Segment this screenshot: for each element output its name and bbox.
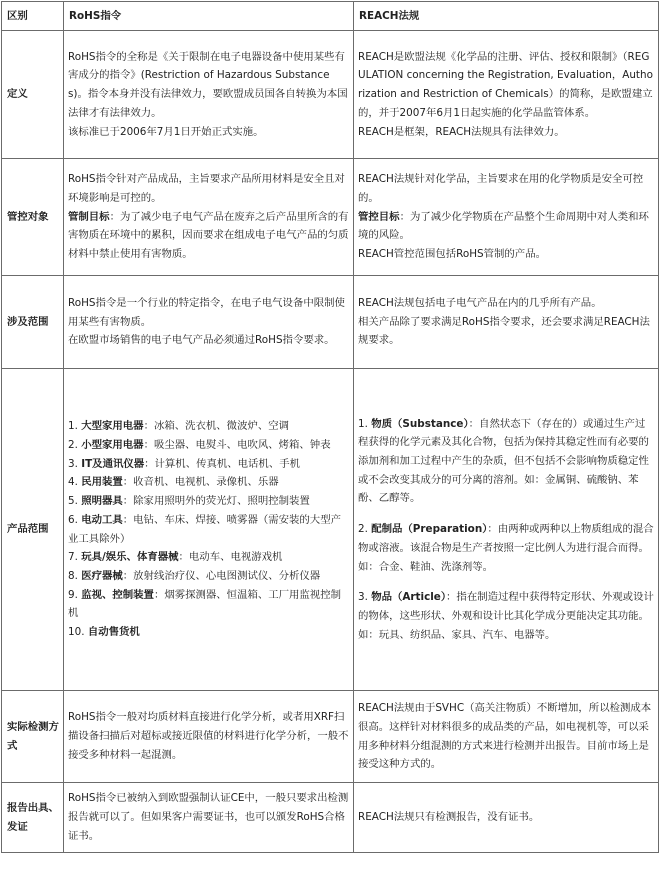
reach-item-number: 1. <box>358 417 372 430</box>
rohs-item-number: 6. <box>68 513 82 526</box>
row-products <box>2 369 659 691</box>
reach-item-name: 配制品（Preparation） <box>371 523 488 536</box>
control-object-reach <box>354 159 659 276</box>
header-rohs: RoHS指令 <box>64 2 354 31</box>
rohs-item-text: ：除家用照明外的荧光灯、照明控制装置 <box>122 495 310 508</box>
row-label-report: 报告出具、发证 <box>2 783 64 853</box>
row-report <box>2 783 659 853</box>
row-label-control-object: 管控对象 <box>2 159 64 276</box>
row-label-definition: 定义 <box>2 31 64 159</box>
coverage-rohs-p2: 在欧盟市场销售的电子电气产品必须通过RoHS指令要求。 <box>68 334 335 347</box>
rohs-item <box>68 455 349 474</box>
products-rohs-list <box>68 417 349 641</box>
rohs-item <box>68 417 349 436</box>
definition-rohs-p1: RoHS指令的全称是《关于限制在电子电器设备中使用某些有害成分的指令》(Restriction of Hazardous Substances)。指令本身并没有法律效力，要欧盟成员国各自转换为本国法律才有法律效力。 <box>68 50 348 119</box>
control-rohs-goal <box>68 208 349 264</box>
rohs-item <box>68 492 349 511</box>
comparison-table <box>1 1 659 853</box>
header-row <box>2 2 659 31</box>
row-label-testing: 实际检测方式 <box>2 691 64 783</box>
reach-item <box>358 415 654 509</box>
reach-item-number: 3. <box>358 591 372 604</box>
rohs-item <box>68 567 349 586</box>
rohs-item <box>68 473 349 492</box>
rohs-item <box>68 436 349 455</box>
rohs-item-number: 9. <box>68 588 82 601</box>
rohs-item-number: 4. <box>68 476 82 489</box>
rohs-item <box>68 511 349 548</box>
products-rohs <box>64 369 354 691</box>
row-testing <box>2 691 659 783</box>
row-control-object <box>2 159 659 276</box>
rohs-item-text: ：冰箱、洗衣机、微波炉、空调 <box>143 420 290 433</box>
rohs-item-number: 10. <box>68 626 88 639</box>
rohs-item-number: 8. <box>68 569 82 582</box>
coverage-reach-p1: REACH法规包括电子电气产品在内的几乎所有产品。 <box>358 296 602 309</box>
coverage-reach <box>354 276 659 369</box>
rohs-item-text: ：计算机、传真机、电话机、手机 <box>144 457 300 470</box>
reach-item-name: 物质（Substance） <box>371 417 469 430</box>
rohs-item-name: 照明器具 <box>81 495 123 508</box>
rohs-item-name: 玩具/娱乐、体育器械 <box>81 551 179 564</box>
rohs-item-text: ：电动车、电视游戏机 <box>178 551 283 564</box>
definition-reach-p2: REACH是框架，REACH法规具有法律效力。 <box>358 125 565 138</box>
rohs-item-number: 5. <box>68 495 82 508</box>
reach-item-text: ：自然状态下（存在的）或通过生产过程获得的化学元素及其化合物，包括为保持其稳定性而有必要的添加剂和加工过程中产生的杂质，但不包括不会影响物质稳定性或不会改变其成分的可分离的溶剂。如：金属铜、硫酸钠、苯酚、乙醇等。 <box>358 417 649 505</box>
rohs-item <box>68 623 349 642</box>
reach-item-text: ：指在制造过程中获得特定形状、外观或设计的物体，这些形状、外观和设计比其化学成分更能决定其功能。如：玩具、纺织品、家具、汽车、电器等。 <box>358 591 654 641</box>
report-rohs: RoHS指令已被纳入到欧盟强制认证CE中，一般只要求出检测报告就可以了。但如果客户需要证书，也可以颁发RoHS合格证书。 <box>64 783 354 853</box>
rohs-item-text: ：电钻、车床、焊接、喷雾器（需安装的大型产业工具除外） <box>68 513 341 545</box>
rohs-item-number: 3. <box>68 457 82 470</box>
definition-rohs <box>64 31 354 159</box>
row-definition <box>2 31 659 159</box>
rohs-item <box>68 548 349 567</box>
control-reach-goal <box>358 208 654 245</box>
rohs-item-number: 7. <box>68 551 82 564</box>
rohs-item <box>68 586 349 623</box>
control-rohs-goal-label: 管制目标 <box>68 210 110 223</box>
row-label-products: 产品范围 <box>2 369 64 691</box>
rohs-item-name: 监视、控制装置 <box>81 588 154 601</box>
reach-item-number: 2. <box>358 523 372 536</box>
rohs-item-text: ：收音机、电视机、录像机、乐器 <box>122 476 279 489</box>
products-reach <box>354 369 659 691</box>
rohs-item-name: 电动工具 <box>81 513 123 526</box>
control-reach-goal-text: ：为了减少化学物质在产品整个生命周期中对人类和环境的风险。 <box>358 210 649 242</box>
definition-rohs-p2: 该标准已于2006年7月1日开始正式实施。 <box>68 125 264 138</box>
rohs-item-name: 民用装置 <box>81 476 123 489</box>
rohs-item-text: ：放射线治疗仪、心电图测试仪、分析仪器 <box>122 569 321 582</box>
definition-reach-p1: REACH是欧盟法规《化学品的注册、评估、授权和限制》（REGULATION concerning the Registration, Evaluation，Authorization and Restriction of Chemicals）的简称，是欧盟建立的，并于2007年6月1日起实施的化学品监管体系。 <box>358 50 653 119</box>
report-reach: REACH法规只有检测报告，没有证书。 <box>354 783 659 853</box>
rohs-item-name: IT及通讯仪器 <box>81 457 145 470</box>
rohs-item-name: 小型家用电器 <box>81 438 144 451</box>
header-reach: REACH法规 <box>354 2 659 31</box>
control-rohs-intro: RoHS指令针对产品成品，主旨要求产品所用材料是安全且对环境影响是可控的。 <box>68 173 345 204</box>
rohs-item-text: ：烟雾探测器、恒温箱、工厂用监视控制机 <box>68 588 341 620</box>
reach-item-text: ：由两种或两种以上物质组成的混合物或溶液。该混合物是生产者按照一定比例人为进行混合而得。如：合金、鞋油、洗涤剂等。 <box>358 523 654 573</box>
control-reach-intro: REACH法规针对化学品，主旨要求在用的化学物质是安全可控的。 <box>358 173 644 204</box>
reach-item-name: 物品（Article） <box>371 591 447 604</box>
row-label-coverage: 涉及范围 <box>2 276 64 369</box>
header-difference: 区别 <box>2 2 64 31</box>
coverage-rohs <box>64 276 354 369</box>
row-coverage <box>2 276 659 369</box>
rohs-item-name: 自动售货机 <box>87 626 140 639</box>
rohs-item-name: 大型家用电器 <box>81 420 144 433</box>
reach-item <box>358 588 654 644</box>
reach-item <box>358 520 654 576</box>
rohs-item-text: ：吸尘器、电熨斗、电吹风、烤箱、钟表 <box>143 438 331 451</box>
rohs-item-number: 2. <box>68 438 82 451</box>
coverage-reach-p2: 相关产品除了要求满足RoHS指令要求，还会要求满足REACH法规要求。 <box>358 315 650 347</box>
rohs-item-number: 1. <box>68 420 82 433</box>
control-rohs-goal-text: ：为了减少电子电气产品在废弃之后产品里所含的有害物质在环境中的累积，因而要求在组成电子电气产品的匀质材料中禁止使用有害物质。 <box>68 210 349 261</box>
control-object-rohs <box>64 159 354 276</box>
testing-reach: REACH法规由于SVHC（高关注物质）不断增加，所以检测成本很高。这样针对材料很多的成品类的产品，如电视机等，可以采用多种材料分组混测的方式来进行检测并出报告。目前市场上是接受这种方式的。 <box>354 691 659 783</box>
coverage-rohs-p1: RoHS指令是一个行业的特定指令，在电子电气设备中限制使用某些有害物质。 <box>68 296 345 328</box>
control-reach-goal-label: 管控目标 <box>358 210 400 223</box>
definition-reach <box>354 31 659 159</box>
rohs-item-name: 医疗器械 <box>81 569 123 582</box>
testing-rohs: RoHS指令一般对均质材料直接进行化学分析，或者用XRF扫描设备扫描后对超标或接近限值的材料进行化学分析，一般不接受多种材料一起混测。 <box>64 691 354 783</box>
control-reach-extra: REACH管控范围包括RoHS管制的产品。 <box>358 248 546 261</box>
products-reach-list <box>358 415 654 645</box>
